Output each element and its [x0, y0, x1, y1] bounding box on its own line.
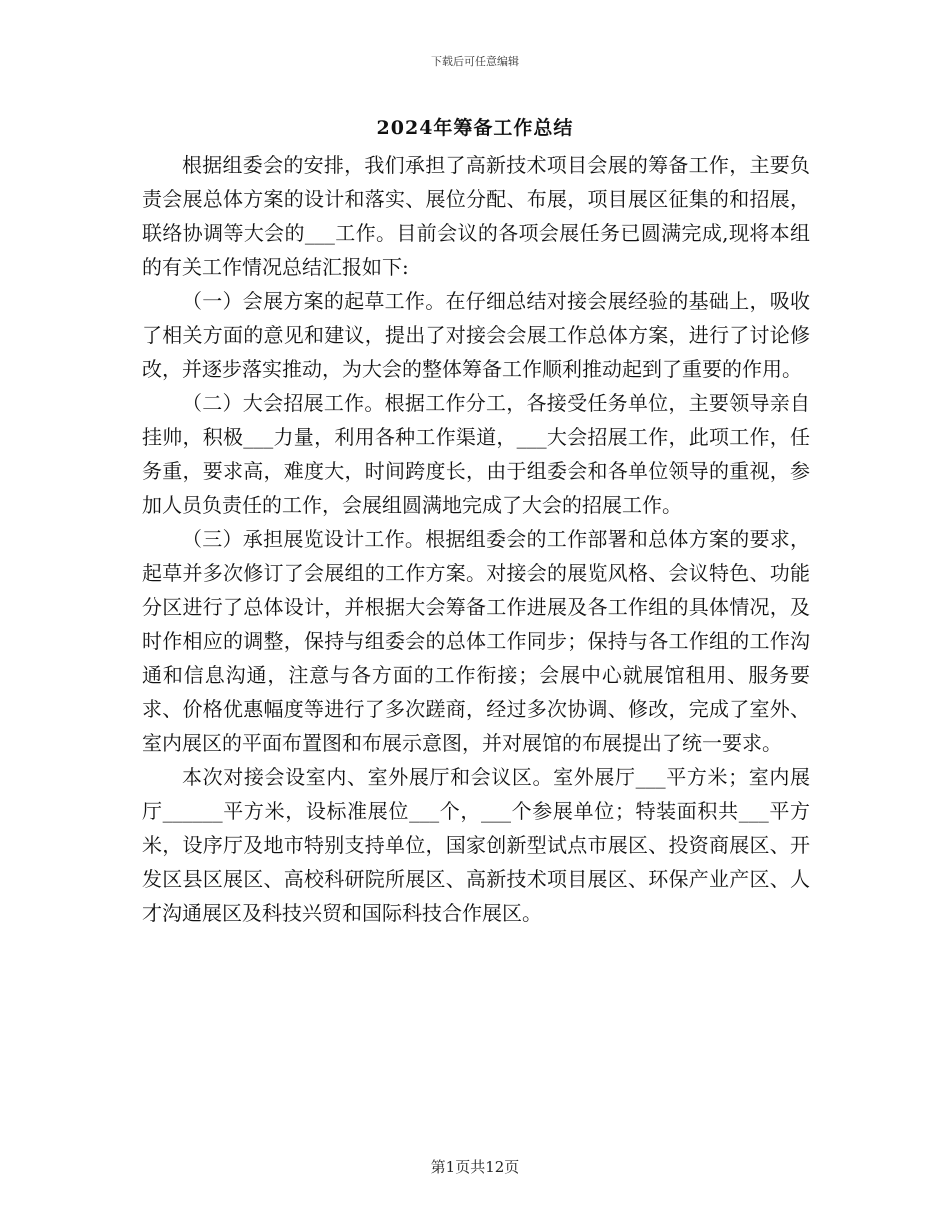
paragraph-section-2: （二）大会招展工作。根据工作分工，各接受任务单位，主要领导亲自挂帅，积极___力量，利用各种工作渠道，___大会招展工作，此项工作，任务重，要求高，难度大，时间跨度长，由于组委会和各单位领导的重视，参加人员负责任的工作，会展组圆满地完成了大会的招展工作。 — [142, 391, 810, 517]
header-note: 下载后可任意编辑 — [431, 55, 519, 68]
paragraph-venue: 本次对接会设室内、室外展厅和会议区。室外展厅___平方米；室内展厅______平方米，设标准展位___个，___个参展单位；特装面积共___平方米，设序厅及地市特别支持单位，国家创新型试点市展区、投资商展区、开发区县区展区、高校科研院所展区、高新技术项目展区、环保产业产区、人才沟通展区及科技兴贸和国际科技合作展区。 — [142, 765, 810, 925]
document-body — [142, 148, 810, 930]
paragraph-section-1: （一）会展方案的起草工作。在仔细总结对接会展经验的基础上，吸收了相关方面的意见和建议，提出了对接会会展工作总体方案，进行了讨论修改，并逐步落实推动，为大会的整体筹备工作顺利推动起到了重要的作用。 — [142, 289, 810, 381]
page-footer: 第1页共12页 — [430, 1158, 520, 1176]
paragraph-intro: 根据组委会的安排，我们承担了高新技术项目会展的筹备工作，主要负责会展总体方案的设计和落实、展位分配、布展，项目展区征集的和招展，联络协调等大会的___工作。目前会议的各项会展任务已圆满完成,现将本组的有关工作情况总结汇报如下: — [142, 153, 810, 279]
paragraph-section-3: （三）承担展览设计工作。根据组委会的工作部署和总体方案的要求，起草并多次修订了会展组的工作方案。对接会的展览风格、会议特色、功能分区进行了总体设计，并根据大会筹备工作进展及各工作组的具体情况，及时作相应的调整，保持与组委会的总体工作同步；保持与各工作组的工作沟通和信息沟通，注意与各方面的工作衔接；会展中心就展馆租用、服务要求、价格优惠幅度等进行了多次蹉商，经过多次协调、修改，完成了室外、室内展区的平面布置图和布展示意图，并对展馆的布展提出了统一要求。 — [142, 527, 810, 755]
document-title: 2024年筹备工作总结 — [376, 117, 574, 139]
